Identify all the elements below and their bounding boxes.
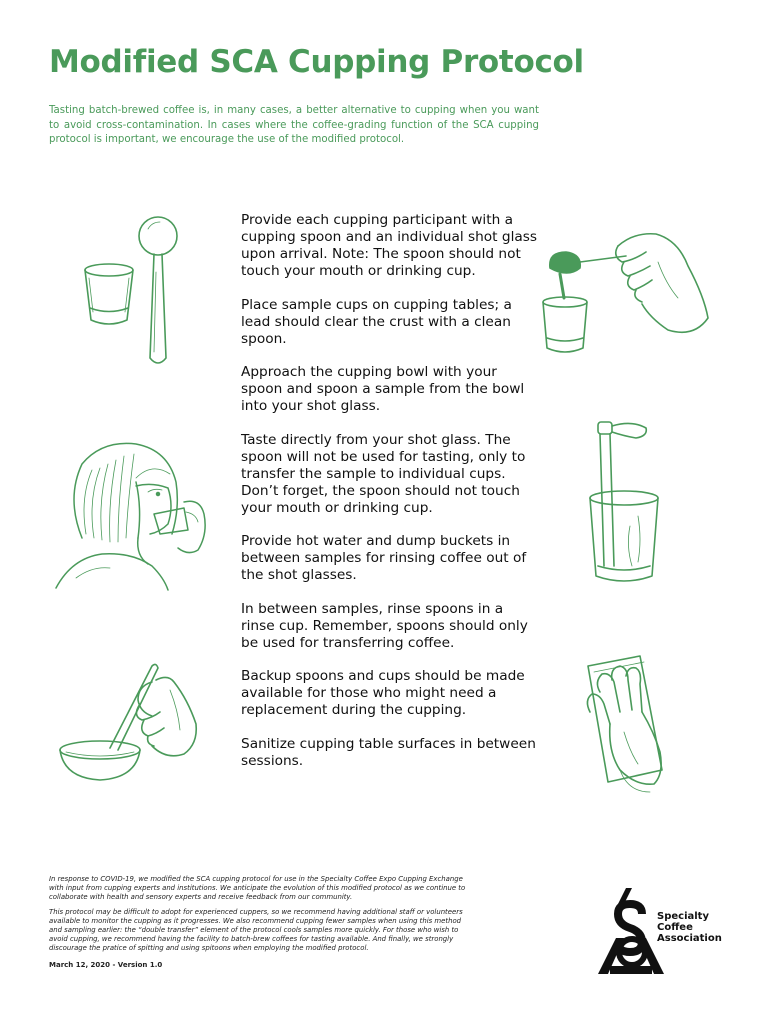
step-2: Place sample cups on cupping tables; a lead should clear the crust with a clean spoon.: [241, 296, 512, 347]
person-drinking-illustration: [52, 438, 212, 593]
sca-logo: [596, 886, 726, 976]
logo-line-2: Coffee: [657, 922, 693, 933]
spoon-pour-illustration: [538, 226, 713, 361]
footer-paragraph-1: In response to COVID-19, we modified the SCA cupping protocol for use in the Specialty Coffee Expo Cupping Exchange with input from cupping experts and institutions. We anticipate the evolution of this modified protocol as we continue to collaborate with health and sensory experts and receive feedback from our community.: [49, 875, 466, 901]
step-5: Provide hot water and dump buckets in between samples for rinsing coffee out of the shot glasses.: [241, 533, 527, 583]
sanitize-illustration: [580, 652, 670, 797]
step-3: Approach the cupping bowl with your spoon and spoon a sample from the bowl into your shot glass.: [241, 364, 525, 414]
cupping-bowl-illustration: [56, 660, 206, 785]
steps-list: [241, 212, 541, 786]
version-date: March 12, 2020 - Version 1.0: [49, 961, 163, 969]
logo-line-1: Specialty: [657, 911, 709, 922]
footer-notes: [49, 875, 469, 976]
logo-line-3: Association: [657, 933, 722, 944]
footer-paragraph-2: This protocol may be difficult to adopt for experienced cuppers, so we recommend having additional staff or volunteers available to monitor the cupping as it progresses. We also recommend cupping fewer samples when using this method and sampling earlier: the “double transfer” element of the protocol cools samples more quickly. For those who wish to avoid cupping, we recommend having the facility to batch-brew coffees for tasting available. And finally, we strongly discourage the pratice of spitting and using spitoons when employing the modified protocol.: [49, 908, 463, 952]
step-6: In between samples, rinse spoons in a rinse cup. Remember, spoons should only be used for transferring coffee.: [241, 600, 528, 651]
spoon-in-glass-illustration: [586, 416, 666, 586]
shot-glass-spoon-illustration: [80, 212, 185, 372]
intro-paragraph: Tasting batch-brewed coffee is, in many cases, a better alternative to cupping when you want to avoid cross-contamination. In cases where the coffee-grading function of the SCA cupping protocol is important, we encourage the use of the modified protocol.: [49, 105, 539, 145]
sca-logo-mark-icon: [596, 886, 666, 976]
step-7: Backup spoons and cups should be made available for those who might need a replacement during the cupping.: [241, 668, 525, 718]
step-4: Taste directly from your shot glass. The spoon will not be used for tasting, only to transfer the sample to individual cups. Don’t forget, the spoon should not touch your mouth or drinking cup.: [241, 431, 526, 516]
page-title: Modified SCA Cupping Protocol: [49, 44, 584, 80]
step-1: Provide each cupping participant with a cupping spoon and an individual shot glass upon arrival. Note: The spoon should not touch your mouth or drinking cup.: [241, 212, 538, 279]
step-8: Sanitize cupping table surfaces in between sessions.: [241, 735, 536, 769]
